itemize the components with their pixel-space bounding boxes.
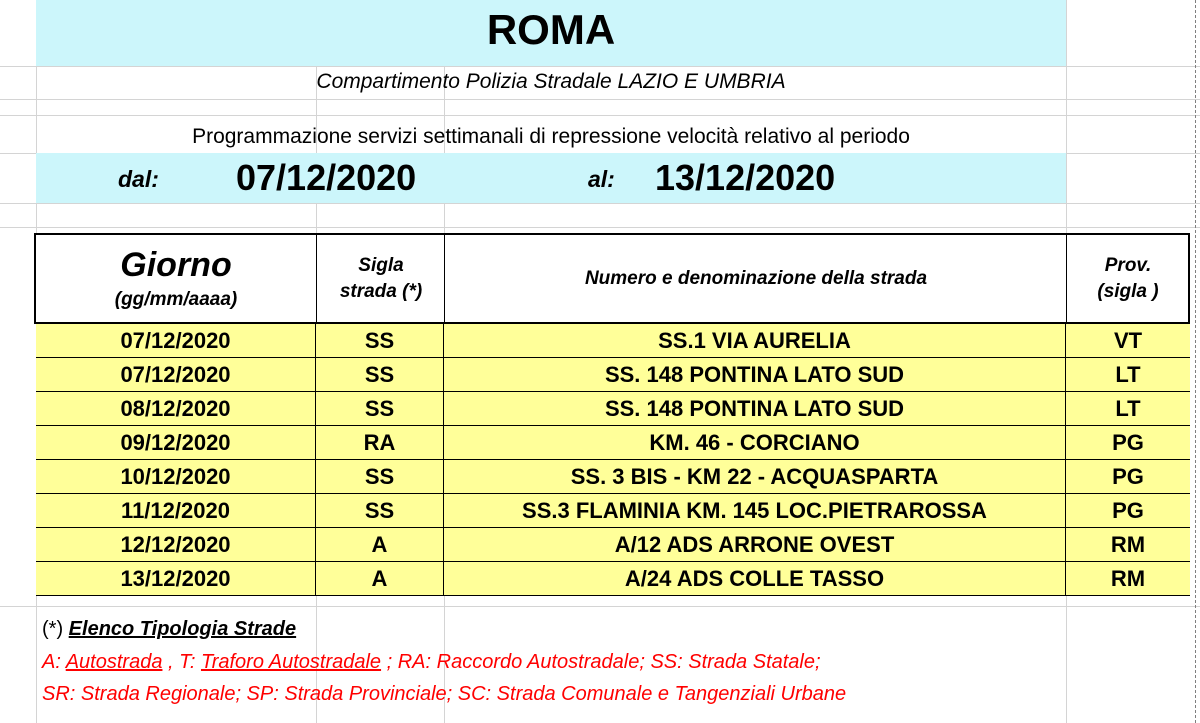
cell-strada: SS. 148 PONTINA LATO SUD [444, 392, 1066, 425]
page-subtitle: Compartimento Polizia Stradale LAZIO E UMBRIA [316, 70, 786, 93]
period-end-label: al: [588, 166, 615, 192]
table-row [36, 392, 1190, 426]
program-description: Programmazione servizi settimanali di repressione velocità relativo al periodo [192, 125, 910, 148]
header-sigla-line2: strada (*) [339, 280, 423, 302]
table-row [36, 426, 1190, 460]
table-row [36, 494, 1190, 528]
grid-row-line [0, 99, 1200, 100]
cell-date: 07/12/2020 [36, 324, 316, 357]
cell-date: 11/12/2020 [36, 494, 316, 527]
header-sigla-line1: Sigla [358, 254, 404, 276]
header-giorno [36, 235, 316, 322]
grid-row-line [0, 115, 1200, 116]
cell-sigla: SS [316, 324, 444, 357]
grid-row-line [0, 203, 1200, 204]
cell-prov: LT [1115, 361, 1141, 387]
table-header [34, 233, 1190, 324]
cell-prov: VT [1113, 327, 1143, 353]
cell-sigla: RA [316, 426, 444, 459]
header-prov-line1: Prov. [1104, 254, 1152, 276]
table-row [36, 460, 1190, 494]
legend-line-2: SR: Strada Regionale; SP: Strada Provinciale; SC: Strada Comunale e Tangenziali Urbane [42, 683, 847, 705]
cell-date: 13/12/2020 [36, 562, 316, 595]
page-break-line [1195, 0, 1196, 723]
header-strada [444, 235, 1067, 322]
table-row [36, 562, 1190, 596]
period-band [36, 153, 1066, 203]
legend-t-prefix: , T: [162, 651, 201, 673]
header-strada-label: Numero e denominazione della strada [584, 267, 928, 289]
cell-prov: RM [1110, 565, 1146, 591]
cell-prov: PG [1112, 463, 1144, 489]
period-start-label: dal: [118, 166, 159, 192]
cell-date: 07/12/2020 [36, 358, 316, 391]
cell-strada: SS.3 FLAMINIA KM. 145 LOC.PIETRAROSSA [444, 494, 1066, 527]
header-prov [1066, 235, 1189, 322]
cell-sigla: SS [316, 358, 444, 391]
legend-title: Elenco Tipologia Strade [68, 618, 297, 640]
table-row [36, 358, 1190, 392]
cell-sigla: SS [316, 460, 444, 493]
cell-prov: PG [1112, 497, 1144, 523]
header-giorno-format: (gg/mm/aaaa) [114, 289, 238, 310]
grid-row-line [0, 606, 1200, 607]
legend-heading [42, 618, 296, 641]
cell-strada: KM. 46 - CORCIANO [444, 426, 1066, 459]
header-sigla [316, 235, 445, 322]
cell-strada: A/24 ADS COLLE TASSO [444, 562, 1066, 595]
grid-row-line [0, 227, 1200, 228]
grid-row-line [0, 66, 1200, 67]
cell-strada: SS. 3 BIS - KM 22 - ACQUASPARTA [444, 460, 1066, 493]
legend-traforo: Traforo Autostradale [200, 651, 382, 673]
cell-sigla: A [316, 528, 444, 561]
legend-autostrada: Autostrada [65, 651, 163, 673]
page-title: ROMA [486, 6, 616, 53]
cell-date: 08/12/2020 [36, 392, 316, 425]
cell-prov: LT [1115, 395, 1141, 421]
cell-date: 09/12/2020 [36, 426, 316, 459]
table-row [36, 528, 1190, 562]
header-giorno-label: Giorno [120, 246, 232, 284]
cell-date: 10/12/2020 [36, 460, 316, 493]
cell-sigla: SS [316, 494, 444, 527]
cell-strada: SS.1 VIA AURELIA [444, 324, 1066, 357]
cell-date: 12/12/2020 [36, 528, 316, 561]
legend-marker: (*) [42, 618, 69, 640]
period-end-date: 13/12/2020 [655, 157, 836, 198]
legend-line1-rest: ; RA: Raccordo Autostradale; SS: Strada Statale; [381, 651, 821, 673]
cell-sigla: A [316, 562, 444, 595]
cell-strada: SS. 148 PONTINA LATO SUD [444, 358, 1066, 391]
header-prov-line2: (sigla ) [1097, 280, 1159, 302]
cell-sigla: SS [316, 392, 444, 425]
legend-a-prefix: A: [42, 651, 66, 673]
legend-line-1 [42, 651, 821, 674]
table-row [36, 324, 1190, 358]
cell-prov: RM [1110, 531, 1146, 557]
period-start-date: 07/12/2020 [236, 157, 417, 198]
cell-strada: A/12 ADS ARRONE OVEST [444, 528, 1066, 561]
cell-prov: PG [1112, 429, 1144, 455]
